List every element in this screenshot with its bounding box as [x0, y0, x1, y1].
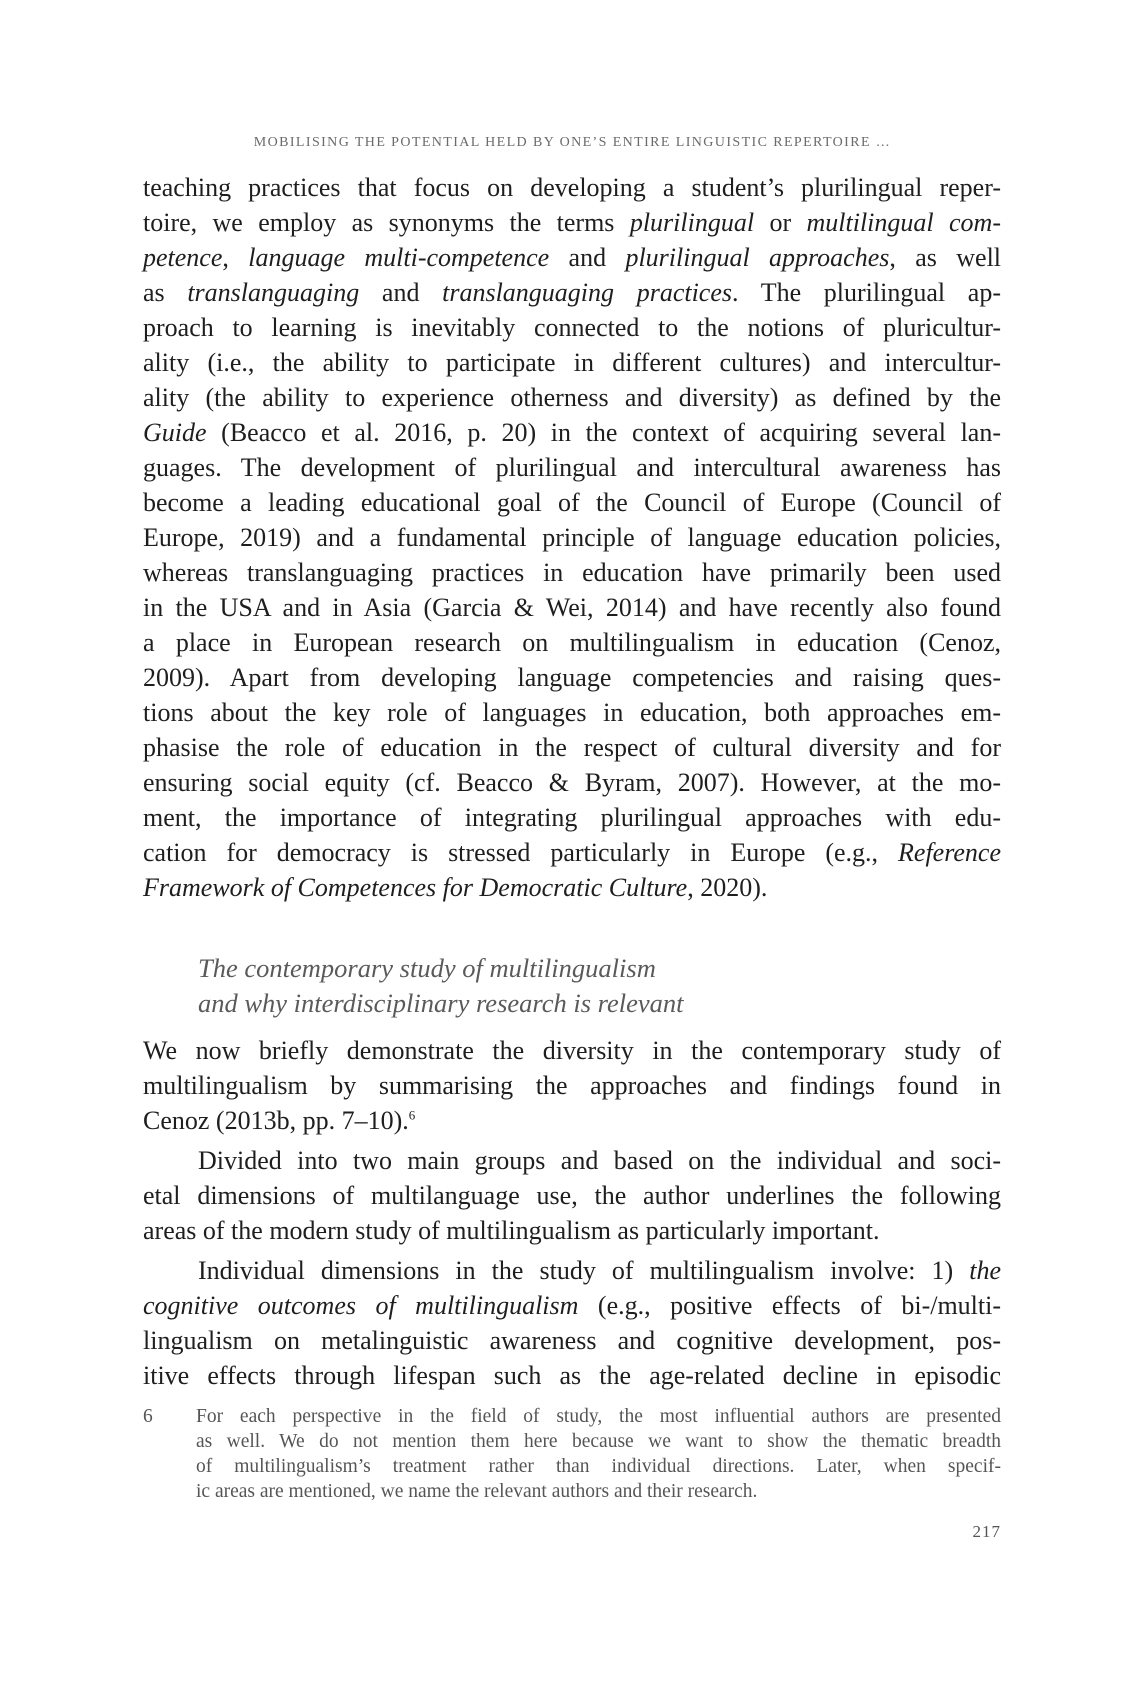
- text-line: itive effects through lifespan such as the age-related decline in episodic: [143, 1361, 1001, 1390]
- text-line: areas of the modern study of multilingualism as particularly important.: [143, 1216, 880, 1245]
- page-number: 217: [972, 1522, 1001, 1541]
- text-line: Guide (Beacco et al. 2016, p. 20) in the context of acquiring several lan-: [143, 418, 1001, 447]
- text-line: We now briefly demonstrate the diversity in the contemporary study of: [143, 1036, 1001, 1065]
- text-line: guages. The development of plurilingual and intercultural awareness has: [143, 453, 1001, 482]
- text-line: cation for democracy is stressed particularly in Europe (e.g., Reference: [143, 838, 1001, 867]
- text-line: tions about the key role of languages in education, both approaches em-: [143, 698, 1001, 727]
- text-line: multilingualism by summarising the approaches and findings found in: [143, 1071, 1001, 1100]
- text-line: in the USA and in Asia (Garcia & Wei, 2014) and have recently also found: [143, 593, 1001, 622]
- footnote-line: For each perspective in the field of study, the most influential authors are presented: [196, 1406, 1001, 1427]
- section-heading-line: and why interdisciplinary research is relevant: [198, 988, 684, 1018]
- text-line: Cenoz (2013b, pp. 7–10).$^6$: [143, 1106, 416, 1135]
- text-line: teaching practices that focus on developing a student’s plurilingual reper-: [143, 173, 1001, 202]
- section-heading-line: The contemporary study of multilingualism: [198, 953, 656, 983]
- text-line: proach to learning is inevitably connected to the notions of pluricultur-: [143, 313, 1001, 342]
- text-line: Framework of Competences for Democratic Culture, 2020).: [143, 873, 768, 902]
- text-line: become a leading educational goal of the Council of Europe (Council of: [143, 488, 1001, 517]
- text-line: cognitive outcomes of multilingualism (e.g., positive effects of bi-/multi-: [143, 1291, 1002, 1320]
- text-line: as translanguaging and translanguaging practices. The plurilingual ap-: [143, 278, 1001, 307]
- text-line: Europe, 2019) and a fundamental principle of language education policies,: [143, 523, 1001, 552]
- text-line: Individual dimensions in the study of multilingualism involve: 1) the: [198, 1256, 1001, 1285]
- text-line: lingualism on metalinguistic awareness and cognitive development, pos-: [143, 1326, 1001, 1355]
- text-line: whereas translanguaging practices in education have primarily been used: [143, 558, 1001, 587]
- text-line: toire, we employ as synonyms the terms plurilingual or multilingual com-: [143, 208, 1001, 237]
- footnote-line: of multilingualism’s treatment rather than individual directions. Later, when specif-: [196, 1456, 1001, 1477]
- text-line: phasise the role of education in the respect of cultural diversity and for: [143, 733, 1001, 762]
- text-line: petence, language multi-competence and plurilingual approaches, as well: [143, 243, 1002, 272]
- footnote-line: as well. We do not mention them here because we want to show the thematic breadth: [196, 1431, 1001, 1452]
- running-head: MOBILISING THE POTENTIAL HELD BY ONE’S ENTIRE LINGUISTIC REPERTOIRE …: [253, 135, 892, 150]
- text-line: ality (i.e., the ability to participate in different cultures) and intercultur-: [143, 348, 1001, 377]
- footnote-line: ic areas are mentioned, we name the relevant authors and their research.: [196, 1481, 758, 1502]
- text-line: ensuring social equity (cf. Beacco & Byram, 2007). However, at the mo-: [143, 768, 1001, 797]
- footnote-number: 6: [143, 1406, 153, 1427]
- text-line: ality (the ability to experience otherness and diversity) as defined by the: [143, 383, 1001, 412]
- footnote-reference[interactable]: 6: [408, 1107, 416, 1123]
- text-line: ment, the importance of integrating plurilingual approaches with edu-: [143, 803, 1001, 832]
- text-line: a place in European research on multilingualism in education (Cenoz,: [143, 628, 1001, 657]
- text-line: etal dimensions of multilanguage use, the author underlines the following: [143, 1181, 1001, 1210]
- text-line: Divided into two main groups and based on the individual and soci-: [198, 1146, 1001, 1175]
- text-line: 2009). Apart from developing language competencies and raising ques-: [143, 663, 1001, 692]
